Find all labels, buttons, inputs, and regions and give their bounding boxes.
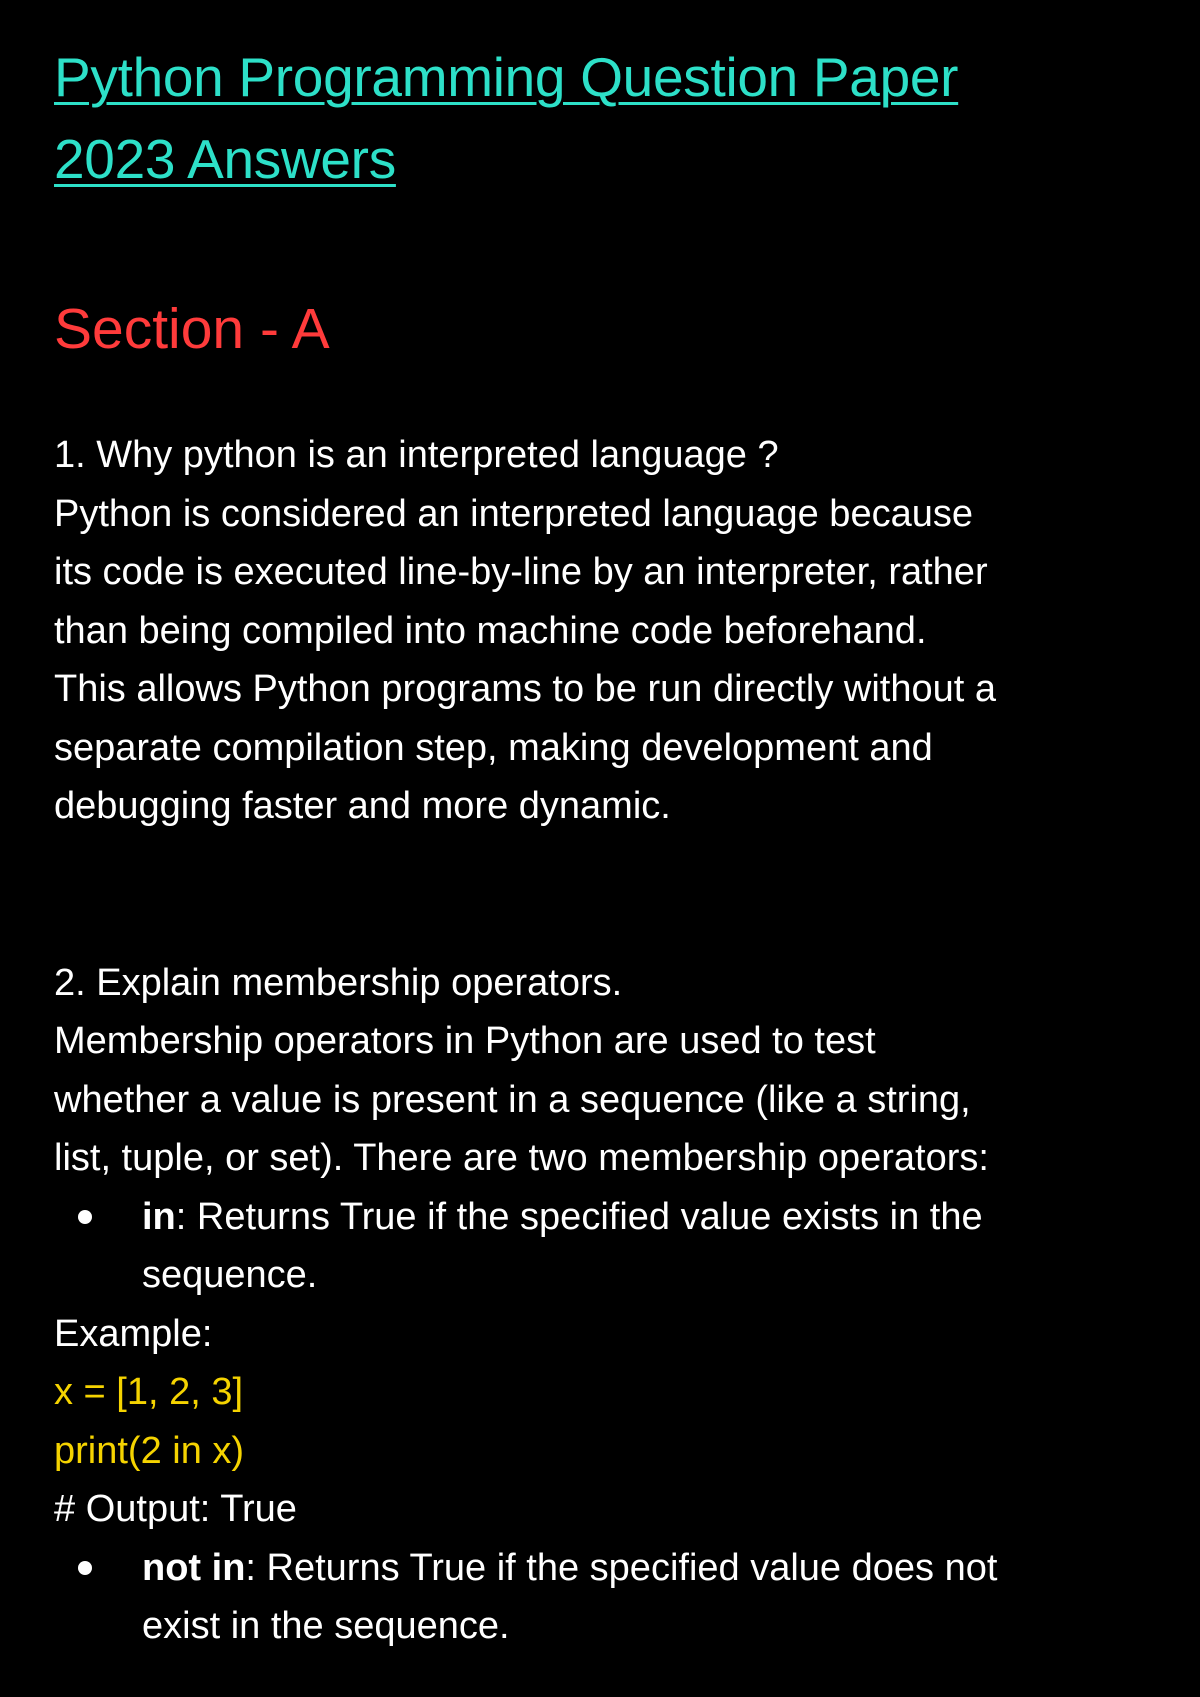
operator-list-in xyxy=(54,1188,1160,1305)
title-line-1: Python Programming Question Paper xyxy=(54,46,959,108)
answer-1-line-3: than being compiled into machine code beforehand. xyxy=(54,609,927,652)
question-1-text: 1. Why python is an interpreted language ? xyxy=(54,434,779,476)
answer-1-line-2: its code is executed line-by-line by an interpreter, rather xyxy=(54,551,988,593)
title-line-2: 2023 Answers xyxy=(54,128,396,190)
operator-term-not-in: not in xyxy=(142,1546,246,1589)
operator-list-not-in xyxy=(54,1539,1160,1656)
code-line-1: x = [1, 2, 3] xyxy=(54,1371,244,1413)
question-block-1 xyxy=(54,426,1160,836)
answer-2-line-2: whether a value is present in a sequence (like a string, xyxy=(54,1078,971,1121)
document-title xyxy=(54,36,1160,200)
bullet-dot-icon xyxy=(78,1561,92,1575)
section-heading: Section - A xyxy=(54,297,330,361)
list-item xyxy=(54,1539,1160,1656)
answer-2-line-1: Membership operators in Python are used to test xyxy=(54,1020,876,1062)
code-line-2: print(2 in x) xyxy=(54,1429,245,1472)
list-item xyxy=(54,1188,1160,1305)
output-comment: # Output: True xyxy=(54,1488,297,1530)
answer-1-line-4: This allows Python programs to be run directly without a xyxy=(54,668,996,710)
answer-1-line-1: Python is considered an interpreted language because xyxy=(54,492,973,535)
operator-desc-not-in-line-2: exist in the sequence. xyxy=(142,1605,510,1647)
example-label: Example: xyxy=(54,1312,213,1355)
operator-desc-not-in-line-1: : Returns True if the specified value does not xyxy=(245,1546,998,1589)
operator-term-in: in xyxy=(142,1195,176,1238)
answer-2-line-3: list, tuple, or set). There are two membership operators: xyxy=(54,1137,989,1179)
answer-1-line-6: debugging faster and more dynamic. xyxy=(54,785,671,827)
operator-desc-in-line-1: : Returns True if the specified value exists in the xyxy=(175,1195,983,1238)
operator-desc-in-line-2: sequence. xyxy=(142,1254,318,1296)
answer-1-line-5: separate compilation step, making development and xyxy=(54,726,933,769)
bullet-dot-icon xyxy=(78,1210,92,1224)
question-2-text: 2. Explain membership operators. xyxy=(54,961,623,1004)
question-block-2 xyxy=(54,954,1160,1656)
